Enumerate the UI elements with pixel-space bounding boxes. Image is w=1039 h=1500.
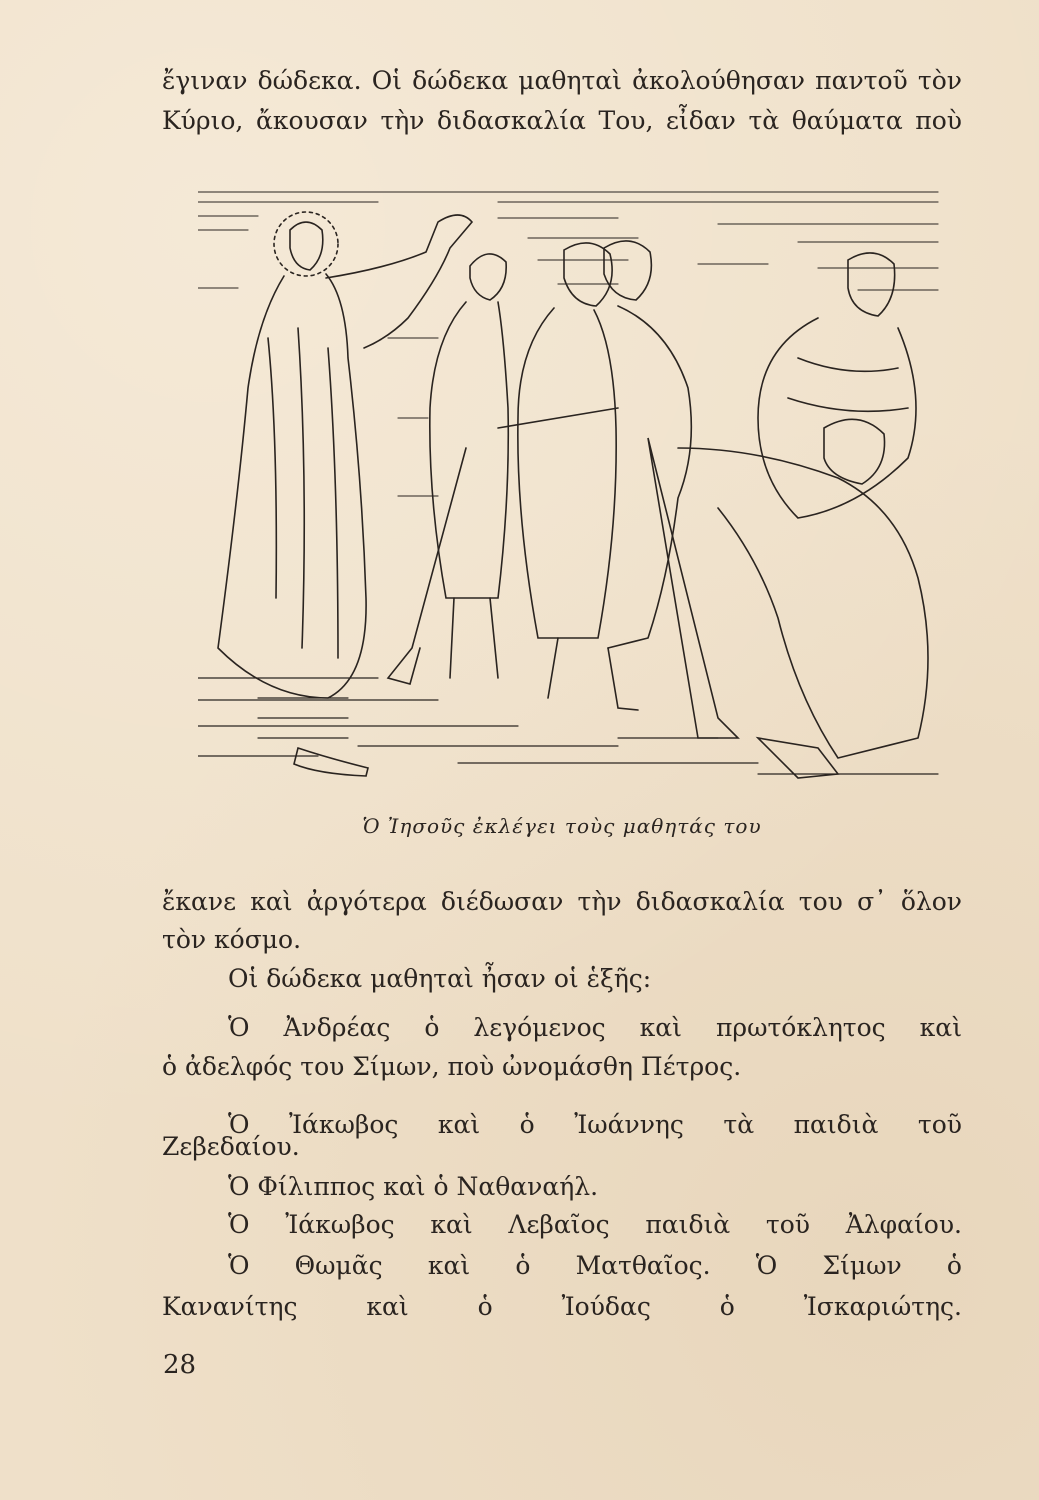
text-line-6: Ὁ Ἀνδρέας ὁ λεγόμενος καὶ πρωτόκλητος καὶ [228, 1013, 962, 1042]
text-line-5: Οἱ δώδεκα μαθηταὶ ἦσαν οἱ ἑξῆς: [228, 964, 652, 993]
background-hatching [198, 192, 938, 496]
text-line-3: ἔκανε καὶ ἀργότερα διέδωσαν τὴν διδασκαλία του σ᾽ ὅλον [162, 887, 962, 916]
figure-jesus [218, 212, 472, 776]
figure-young-disciple [388, 254, 508, 684]
text-line-13: Κανανίτης καὶ ὁ Ἰούδας ὁ Ἰσκαριώτης. [162, 1292, 962, 1321]
text-line-2: Κύριο, ἄκουσαν τὴν διδασκαλία Του, εἶδαν τὰ θαύματα ποὺ [162, 106, 962, 135]
text-line-8: Ὁ Ἰάκωβος καὶ ὁ Ἰωάννης τὰ παιδιὰ τοῦ [228, 1110, 962, 1139]
figure-center-disciples [498, 241, 738, 738]
page-number: 28 [163, 1350, 197, 1380]
text-line-1: ἔγιναν δώδεκα. Οἱ δώδεκα μαθηταὶ ἀκολούθησαν παντοῦ τὸν [162, 66, 962, 95]
text-line-11: Ὁ Ἰάκωβος καὶ Λεβαῖος παιδιὰ τοῦ Ἀλφαίου. [228, 1210, 962, 1239]
figure-caption: Ὁ Ἰησοῦς ἐκλέγει τοὺς μαθητάς του [362, 814, 762, 838]
text-line-7: ὁ ἀδελφός του Σίμων, ποὺ ὠνομάσθη Πέτρος. [162, 1052, 742, 1081]
text-line-10: Ὁ Φίλιππος καὶ ὁ Ναθαναήλ. [228, 1172, 599, 1201]
text-line-4: τὸν κόσμο. [162, 925, 302, 954]
text-line-9: Ζεβεδαίου. [162, 1132, 300, 1161]
text-line-12: Ὁ Θωμᾶς καὶ ὁ Ματθαῖος. Ὁ Σίμων ὁ [228, 1251, 962, 1280]
illustration-jesus-choosing-disciples [198, 178, 942, 790]
